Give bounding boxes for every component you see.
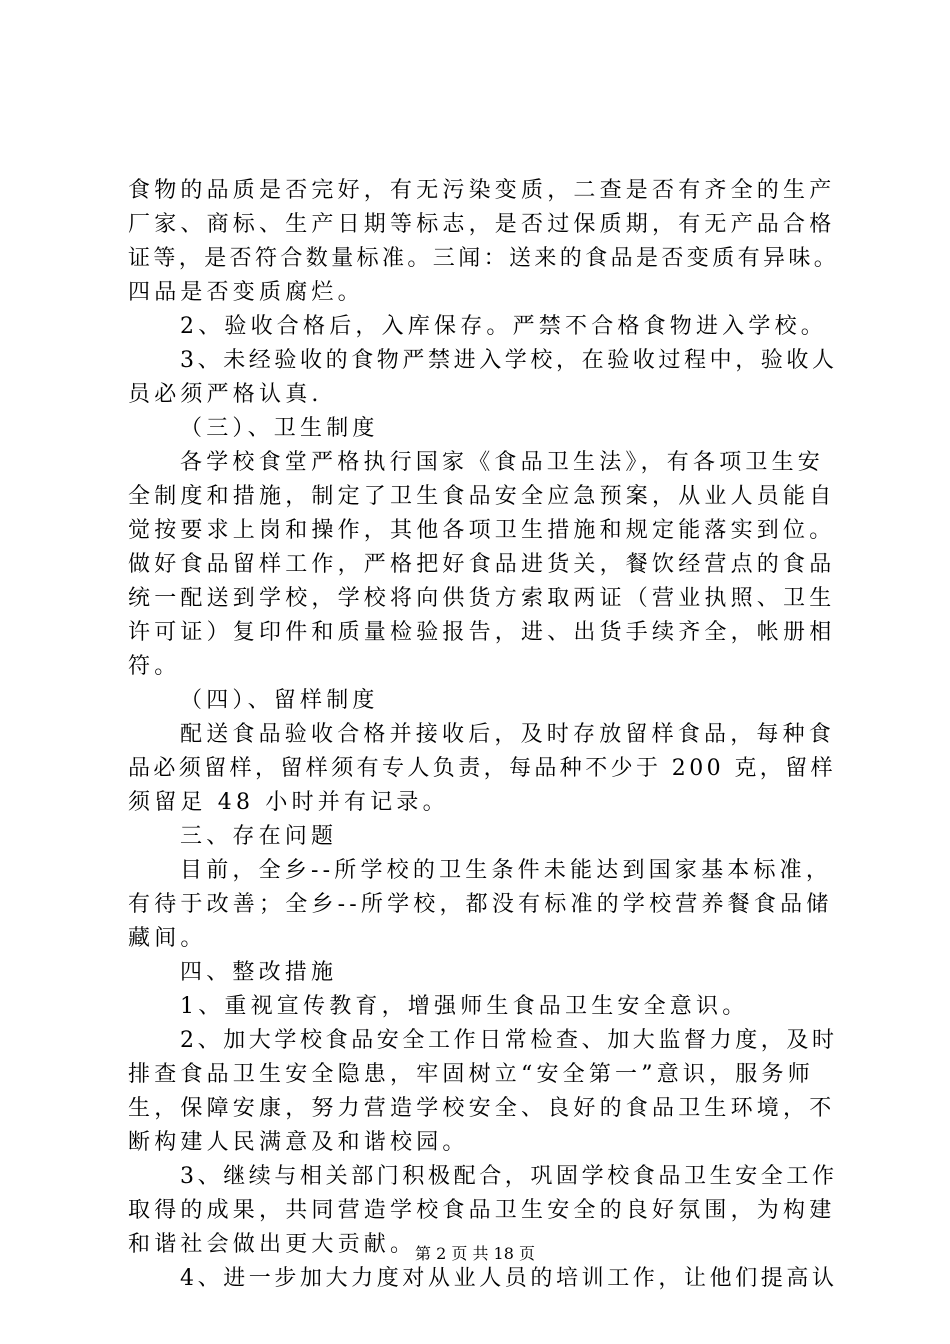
text-line: 配送食品验收合格并接收后，及时存放留样食品，每种食: [180, 722, 836, 747]
text-line: 目前，全乡--所学校的卫生条件未能达到国家基本标准，: [180, 858, 833, 883]
document-body: [128, 174, 840, 1296]
text-line: 许可证）复印件和质量检验报告，进、出货手续齐全，帐册相: [128, 620, 836, 645]
text-line: 四品是否变质腐烂。: [128, 280, 364, 305]
text-line: 员必须严格认真.: [128, 382, 323, 407]
text-line: 有待于改善；全乡--所学校，都没有标准的学校营养餐食品储: [128, 892, 833, 917]
text-line: 四、整改措施: [180, 960, 338, 985]
text-line: 做好食品留样工作，严格把好食品进货关，餐饮经营点的食品: [128, 552, 836, 577]
text-line: 食物的品质是否完好，有无污染变质，二查是否有齐全的生产: [128, 178, 836, 203]
text-line: 厂家、商标、生产日期等标志，是否过保质期，有无产品合格: [128, 212, 836, 237]
text-line: 断构建人民满意及和谐校园。: [128, 1130, 469, 1155]
text-line: 2、验收合格后，入库保存。严禁不合格食物进入学校。: [180, 314, 827, 339]
text-line: 各学校食堂严格执行国家《食品卫生法》，有各项卫生安: [180, 450, 825, 475]
text-line: 觉按要求上岗和操作，其他各项卫生措施和规定能落实到位。: [128, 518, 836, 543]
text-line: 三、存在问题: [180, 824, 338, 849]
text-line: 3、未经验收的食物严禁进入学校，在验收过程中，验收人: [180, 348, 838, 373]
text-line: 1、重视宣传教育，增强师生食品卫生安全意识。: [180, 994, 749, 1019]
text-line: 取得的成果，共同营造学校食品卫生安全的良好氛围，为构建: [128, 1198, 836, 1223]
text-line: 排查食品卫生安全隐患，牢固树立“安全第一”意识，服务师: [128, 1062, 814, 1087]
text-line: 生，保障安康，努力营造学校安全、良好的食品卫生环境，不: [128, 1096, 836, 1121]
text-line: 4、进一步加大力度对从业人员的培训工作，让他们提高认: [180, 1266, 838, 1291]
text-line: 2、加大学校食品安全工作日常检查、加大监督力度，及时: [180, 1028, 838, 1053]
text-line: 证等，是否符合数量标准。三闻：送来的食品是否变质有异味。: [128, 246, 840, 271]
text-line: 3、继续与相关部门积极配合，巩固学校食品卫生安全工作: [180, 1164, 838, 1189]
text-line: 符。: [128, 654, 181, 679]
text-line: 统一配送到学校，学校将向供货方索取两证（营业执照、卫生: [128, 586, 836, 611]
text-line: 须留足 48 小时并有记录。: [128, 790, 449, 815]
text-line: 全制度和措施，制定了卫生食品安全应急预案，从业人员能自: [128, 484, 836, 509]
text-line: （四）、留样制度: [180, 688, 379, 713]
text-line: 品必须留样，留样须有专人负责，每品种不少于 200 克，留样: [128, 756, 836, 781]
text-line: 和谐社会做出更大贡献。: [128, 1232, 417, 1257]
text-line: 藏间。: [128, 926, 207, 951]
page-footer: 第 2 页 共 18 页: [415, 1244, 535, 1263]
text-line: （三）、卫生制度: [180, 416, 379, 441]
